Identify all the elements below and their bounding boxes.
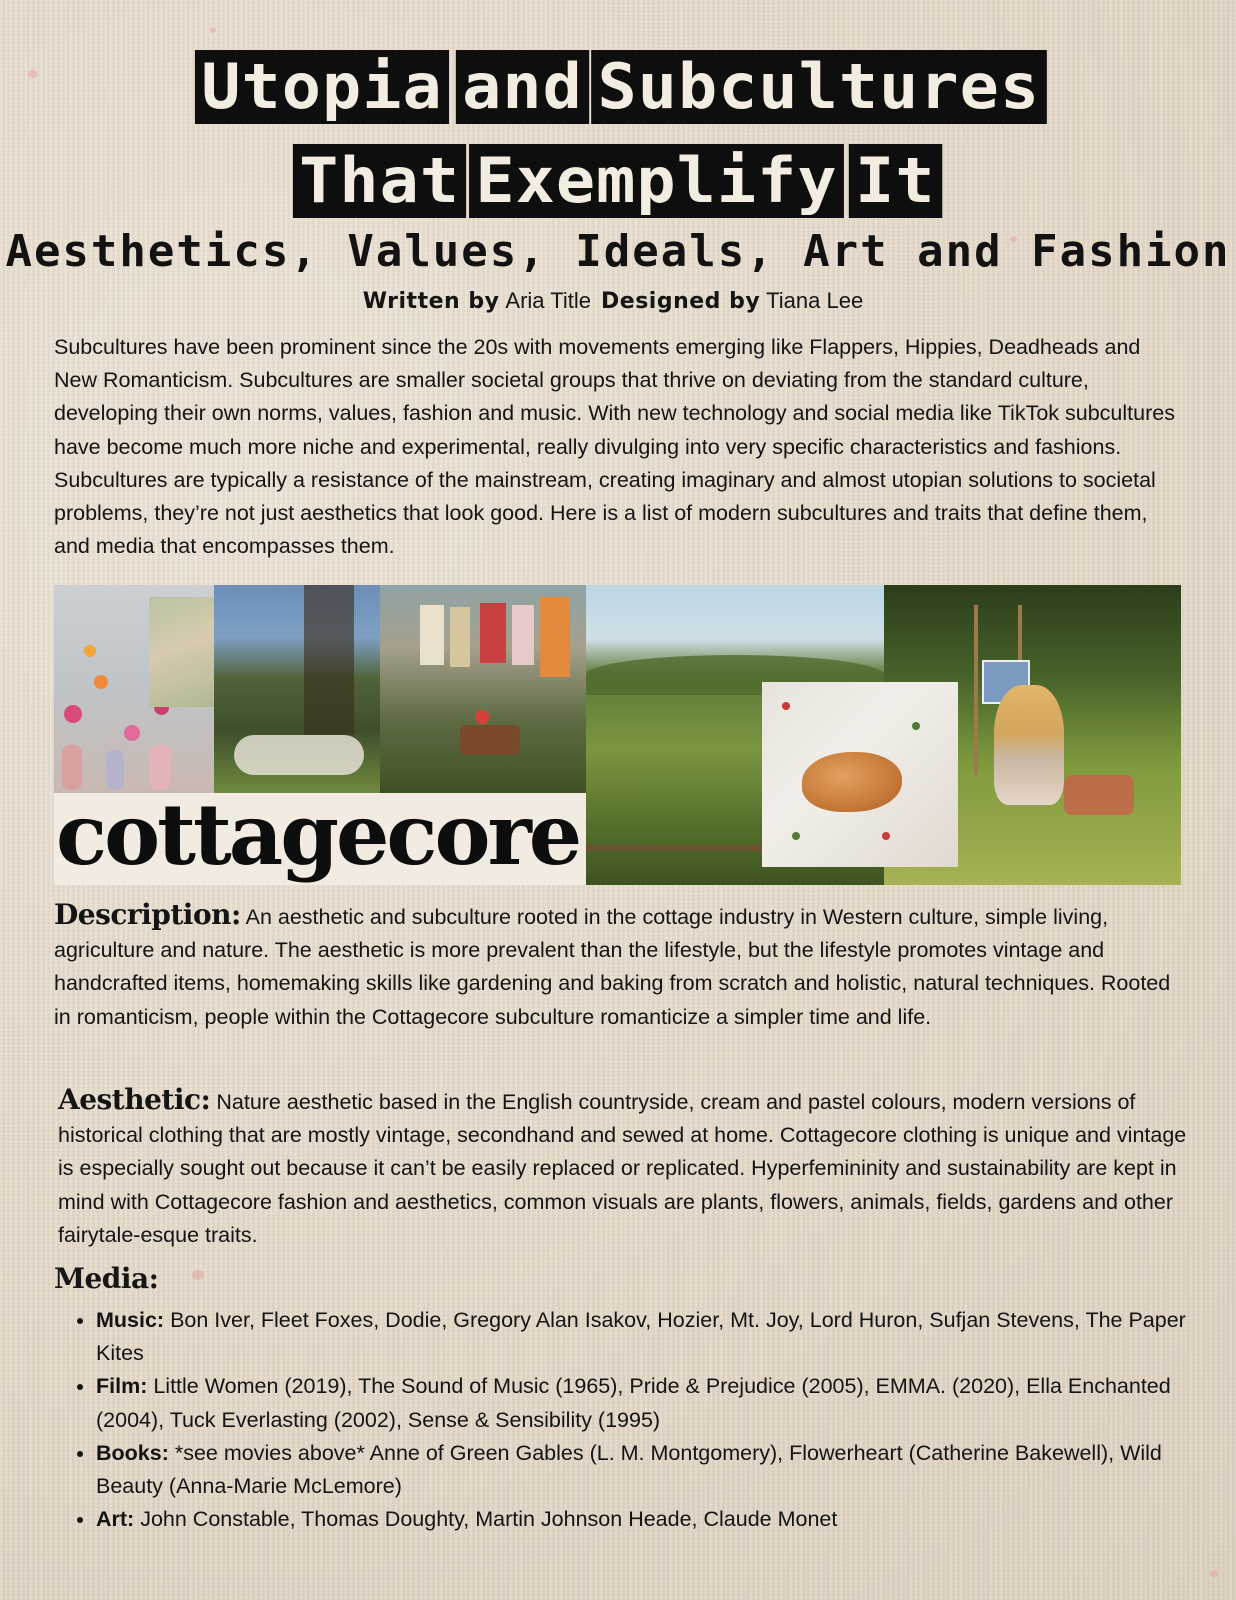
writer-name: Aria Title [505, 288, 592, 313]
media-film-label: Film: [96, 1374, 148, 1399]
aesthetic-paragraph [58, 1083, 1188, 1252]
aesthetic-text: Nature aesthetic based in the English countryside, cream and pastel colours, modern versions of historical clothing that are mostly vintage, secondhand and sewed at home. Cottagecore clothing is unique and vintage is especially sought out because it can’t be easily replaced or replicated. Hyperfemininity and sustainability are kept in mind with Cottagecore fashion and aesthetics, common visuals are plants, flowers, animals, fields, gardens and other fairytale-esque traits. [58, 1090, 1187, 1247]
title-line-2 [0, 144, 1236, 218]
laundry-line-image [380, 585, 586, 793]
written-by-label: Written by [362, 289, 500, 314]
paper-speck [1210, 1570, 1218, 1577]
paper-speck [192, 1270, 204, 1280]
media-art-label: Art: [96, 1507, 135, 1532]
description-paragraph [54, 898, 1184, 1034]
media-music-label: Music: [96, 1308, 165, 1332]
description-text: An aesthetic and subculture rooted in the cottage industry in Western culture, simple living, agriculture and nature. The aesthetic is more prevalent than the lifestyle, but the lifestyle promotes vintage and handcrafted items, homemaking skills like gardening and baking from scratch and holistic, natural techniques. Rooted in romanticism, people within the Cottagecore subculture romanticize a simpler time and life. [54, 905, 1171, 1029]
title-word: Subcultures [591, 50, 1046, 124]
designer-name: Tiana Lee [766, 288, 864, 313]
title-word: Utopia [195, 50, 449, 124]
media-heading: Media: [54, 1262, 159, 1295]
title-word: Exemplify [469, 144, 844, 218]
title-word: It [849, 144, 942, 218]
picnic-under-tree-image [214, 585, 380, 793]
aesthetic-label: Aesthetic: [58, 1083, 211, 1116]
subtitle: Aesthetics, Values, Ideals, Art and Fashion [5, 226, 1231, 277]
list-item [96, 1437, 1226, 1503]
list-item [96, 1370, 1226, 1436]
media-books-text: *see movies above* Anne of Green Gables (L. M. Montgomery), Flowerheart (Catherine Bakewell), Wild Beauty (Anna-Marie McLemore) [96, 1440, 1162, 1499]
title-word: and [456, 50, 589, 124]
title-line-1 [0, 50, 1236, 124]
media-film-text: Little Women (2019), The Sound of Music (1965), Pride & Prejudice (2005), EMMA. (2020), Ella Enchanted (2004), Tuck Everlasting (2002), Sense & Sensibility (1995) [96, 1374, 1171, 1432]
media-books-label: Books: [96, 1440, 169, 1465]
designed-by-label: Designed by [601, 289, 761, 314]
title-word: That [292, 144, 466, 218]
section-title: cottagecore [56, 785, 580, 884]
list-item [96, 1304, 1226, 1370]
sleeping-cat-image [762, 682, 958, 867]
media-list [70, 1304, 1226, 1536]
description-label: Description: [54, 898, 241, 931]
media-art-text: John Constable, Thomas Doughty, Martin Johnson Heade, Claude Monet [134, 1507, 838, 1532]
paper-speck [210, 28, 216, 33]
credits [0, 288, 1236, 314]
media-music-text: Bon Iver, Fleet Foxes, Dodie, Gregory Alan Isakov, Hozier, Mt. Joy, Lord Huron, Sufjan Stevens, The Paper Kites [96, 1308, 1186, 1366]
intro-paragraph: Subcultures have been prominent since the 20s with movements emerging like Flappers, Hippies, Deadheads and New Romanticism. Subcultures are smaller societal groups that thrive on deviating from the standard culture, developing their own norms, values, fashion and music. With new technology and social media like TikTok subcultures have become much more niche and experimental, really divulging into very specific characteristics and fashions. Subcultures are typically a resistance of the mainstream, creating imaginary and almost utopian solutions to societal problems, they’re not just aesthetics that look good. Here is a list of modern subcultures and traits that define them, and media that encompasses them. [54, 335, 1175, 559]
list-item [96, 1503, 1226, 1536]
